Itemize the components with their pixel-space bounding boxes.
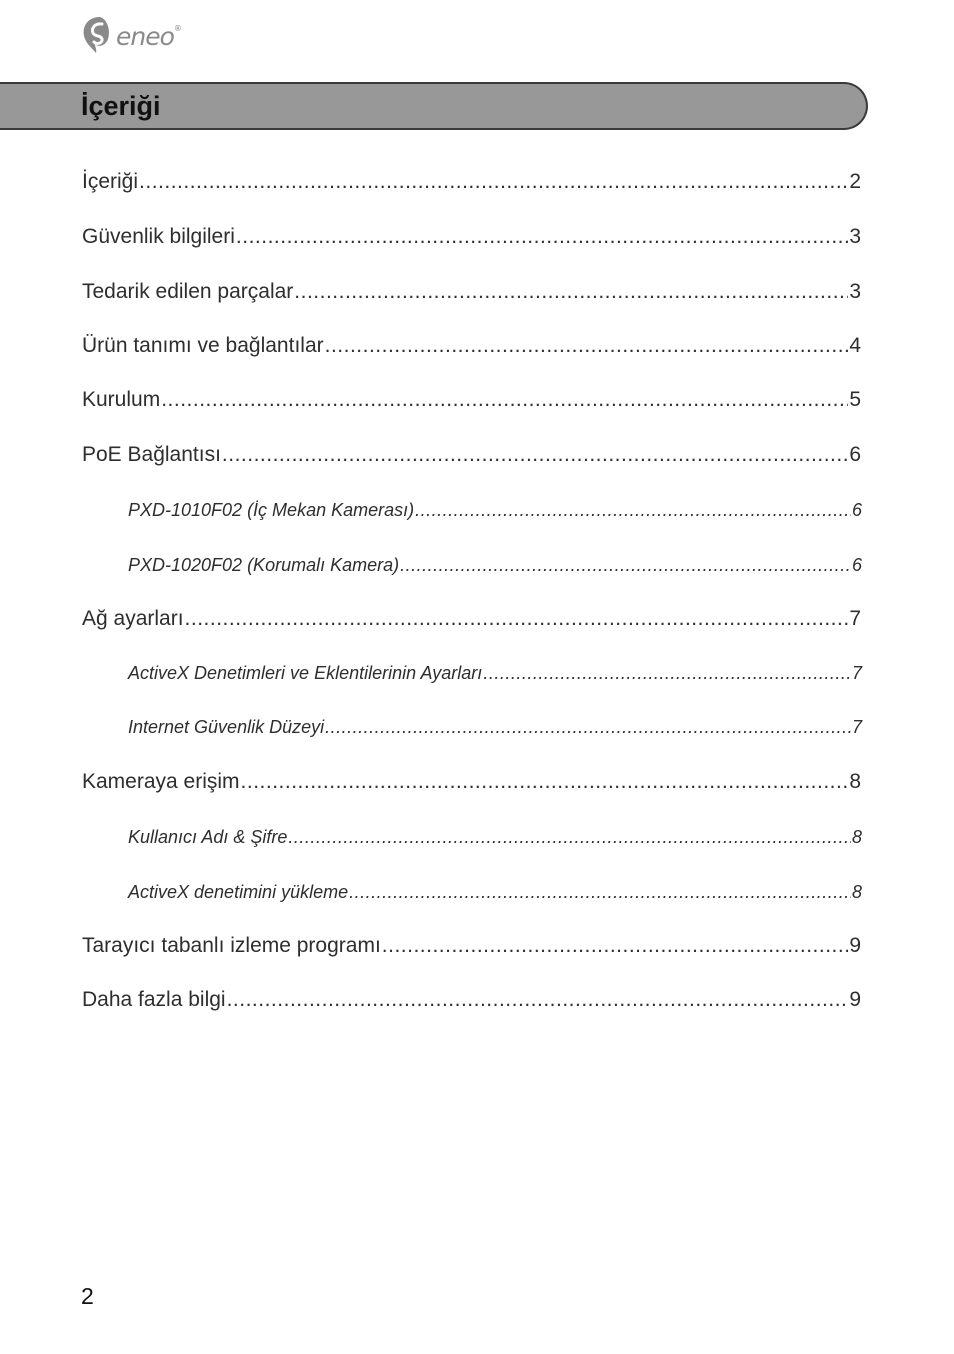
toc-dot-leader xyxy=(139,170,848,194)
toc-entry-page: 2 xyxy=(849,170,861,193)
toc-entry-page: 7 xyxy=(851,717,862,737)
toc-entry-label: Tedarik edilen parçalar xyxy=(82,280,294,303)
toc-entry-page: 8 xyxy=(851,827,862,847)
toc-entry-label: Kameraya erişim xyxy=(82,770,240,793)
toc-entry-page: 5 xyxy=(849,388,861,411)
toc-entry-label: Ağ ayarları xyxy=(82,607,184,630)
toc-entry-label: Daha fazla bilgi xyxy=(82,988,226,1011)
toc-entry-label: PXD-1020F02 (Korumalı Kamera) xyxy=(128,555,400,575)
toc-dot-leader xyxy=(185,607,849,631)
toc-entry-label: İçeriği xyxy=(82,170,139,193)
toc-entry-page: 9 xyxy=(849,934,861,957)
toc-dot-leader xyxy=(288,827,851,848)
toc-entry-label: PoE Bağlantısı xyxy=(82,443,221,466)
toc-entry[interactable] xyxy=(82,280,861,304)
toc-entry-label: Kurulum xyxy=(82,388,161,411)
toc-dot-leader xyxy=(325,717,851,738)
page-number: 2 xyxy=(81,1283,94,1309)
toc-dot-leader xyxy=(382,934,849,958)
toc-entry[interactable] xyxy=(82,934,861,958)
toc-dot-leader xyxy=(161,388,848,412)
toc-entry[interactable] xyxy=(128,555,862,576)
toc-entry[interactable] xyxy=(128,882,862,903)
toc-entry-label: Güvenlik bilgileri xyxy=(82,225,235,248)
toc-entry-page: 6 xyxy=(851,500,862,520)
toc-entry[interactable] xyxy=(128,663,862,684)
toc-entry-page: 7 xyxy=(849,607,861,630)
toc-entry[interactable] xyxy=(82,170,861,194)
toc-entry-label: Tarayıcı tabanlı izleme programı xyxy=(82,934,381,957)
toc-entry[interactable] xyxy=(82,334,861,358)
toc-entry-page: 7 xyxy=(851,663,862,683)
toc-dot-leader xyxy=(325,334,849,358)
toc-dot-leader xyxy=(415,500,851,521)
toc-dot-leader xyxy=(227,988,849,1012)
toc-dot-leader xyxy=(241,770,849,794)
toc-entry-label: Kullanıcı Adı & Şifre xyxy=(128,827,288,847)
toc-entry[interactable] xyxy=(82,770,861,794)
toc-entry[interactable] xyxy=(128,717,862,738)
eneo-logo-icon xyxy=(80,14,114,56)
toc-dot-leader xyxy=(349,882,851,903)
page-title: İçeriği xyxy=(81,91,161,121)
toc-dot-leader xyxy=(400,555,851,576)
toc-entry-page: 3 xyxy=(849,280,861,303)
logo-wordmark: eneo® xyxy=(116,21,181,51)
toc-entry[interactable] xyxy=(82,225,861,249)
toc-entry-page: 8 xyxy=(849,770,861,793)
toc-entry-page: 6 xyxy=(849,443,861,466)
toc-dot-leader xyxy=(222,443,848,467)
toc-dot-leader xyxy=(483,663,851,684)
toc-entry-label: ActiveX denetimini yükleme xyxy=(128,882,349,902)
toc-entry-page: 9 xyxy=(849,988,861,1011)
toc-dot-leader xyxy=(294,280,848,304)
toc-entry[interactable] xyxy=(128,827,862,848)
toc-entry-page: 3 xyxy=(849,225,861,248)
eneo-logo xyxy=(80,14,181,56)
toc-entry[interactable] xyxy=(128,500,862,521)
toc-entry[interactable] xyxy=(82,988,861,1012)
toc-entry[interactable] xyxy=(82,388,861,412)
toc-dot-leader xyxy=(236,225,848,249)
toc-entry-label: PXD-1010F02 (İç Mekan Kamerası) xyxy=(128,500,415,520)
toc-entry-page: 6 xyxy=(851,555,862,575)
toc-entry-page: 4 xyxy=(849,334,861,357)
toc-entry-label: Ürün tanımı ve bağlantılar xyxy=(82,334,324,357)
toc-entry-label: Internet Güvenlik Düzeyi xyxy=(128,717,325,737)
toc-entry-label: ActiveX Denetimleri ve Eklentilerinin Ayarları xyxy=(128,663,483,683)
toc-entry[interactable] xyxy=(82,607,861,631)
toc-entry[interactable] xyxy=(82,443,861,467)
toc-entry-page: 8 xyxy=(851,882,862,902)
